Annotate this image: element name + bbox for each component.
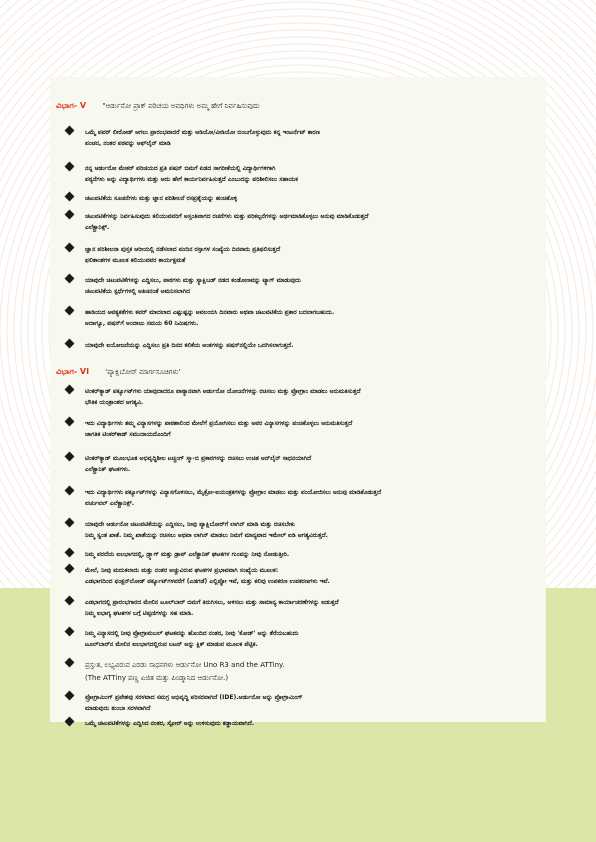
list-item-text: ಚಟುವಟಿಕೆಯ ಸೂಚನೆಗಳು ಮತ್ತು ಜ್ಞಾನ ಪರಿಶೀಲನೆ ರಸಪ್ರಶ್ನೆಯನ್ನು ಹಂಚಿಕೊಳ್ಳಿ: [85, 195, 238, 202]
list-item-text: ಪ್ರೋಗ್ರಾಮಿಂಗ್ ಪ್ರವೇಶವು ಸರಳವಾದ ಸಮಗ್ರ ಅಭಿವೃದ್ಧಿ ಪರಿಸರವಾಗಿದೆ (IDE).ಆರ್ಡುನೋ ಅನ್ನು ಪ್ರೋಗ್ರಾಮಿಂಗ್ ಮಾಡುವುದು ತುಂಬಾ ಸರಳವಾಗಿದೆ: [85, 694, 303, 712]
diamond-bullet-icon: [65, 452, 75, 462]
diamond-bullet-icon: [65, 210, 75, 220]
list-item: [66, 127, 536, 149]
list-item-text: ಇದು ವಿದ್ಯಾರ್ಥಿಗಳು ತಮ್ಮ ವಿನ್ಯಾಸಗಳನ್ನು ಪಾಠಶಾಲಿಂದ ಮೇಲೆಗೆ ಪ್ರಯೋಗಿಸಲು ಮತ್ತು ಅವರ ವಿನ್ಯಾಸಗಳನ್ನು ಪಂಚಿಕೊಳ್ಳಲು ಅನುಮತಿಸುತ್ತದೆ ಜಾಗತಿಕ ಟಿಂಕರ್‌ಕಾಡ್ ಸಮುದಾಯದೊಂದಿಗೆ: [85, 420, 353, 438]
list-item: [66, 418, 536, 440]
diamond-bullet-icon: [65, 274, 75, 284]
list-item-text: ನಿಮ್ಮ ವಿನ್ಯಾಸದಲ್ಲಿ ನೀವು ಪ್ರೋಗ್ರಾಮಬಲ್ ಘಟಕವನ್ನು ಹೊಂದಿದ ನಂತರ, ನೀವು 'ಕೋಡ್' ಅನ್ನು ತೆರೆಯಬಹುದು ಟೂಲ್‌ಬಾರ್‌ನ ಮೇಲಿನ ಐಲಭಾಗದಲ್ಲಿರುವ ಬಟನ್ ಅನ್ನು ಕ್ಲಿಕ್ ಮಾಡುವ ಮೂಲಕ ಪೆಟ್ಟಿಕ.: [85, 630, 299, 648]
list-item: [66, 193, 536, 204]
section5-label: ವಿಭಾಗ- V: [56, 101, 87, 110]
list-item: [66, 549, 536, 560]
list-item-text: ಪ್ರಸ್ತುತ, ಲಭ್ಯವಿರುವ ಎರಡು ಸಾಧನಗಳು ಆರ್ಡುನೋ Uno R3 and the ATTiny. (The ATTiny ಪಣ್ಣ ಏಜಿತ ಮತ್ತು ಪಿಂಡ್ಮಾನಿದ ಆರ್ಡುನೋ.): [85, 661, 285, 682]
list-item-text: ಯಾವುದೇ ಚಟುವಟಿಕೆಗಳನ್ನು ಎದ್ದಿಸಲು, ಪಾಠಗಳು ಮತ್ತು ಸ್ಯಾಕ್ಷಿಬಡ್ ನಡದ ಕಂಡೋಣವನ್ನು ಟ್ಯಾಗ್ ಮಾಡುವುದು ಚಟುವಟಿಕೆಯ ಸ್ಪರ್ಧೆಗಳಲ್ಲಿ ಅತಿಚಿನಂತೆ ಅಮನಿಸಲಾಗಿದ: [85, 277, 301, 295]
list-item: [66, 307, 536, 329]
diamond-bullet-icon: [65, 717, 75, 727]
list-item: [66, 275, 536, 297]
list-item-text: ನಿಮ್ಮ ಪರದೆಯ ಐಲಭಾಗದಲ್ಲಿ, ಡ್ರ್ಯಾಗ್ ಮತ್ತು ಡ್ರಾಪ್ ಎಲೆಕ್ಟ್ರಾನಿಕ್ ಘಟಕಗಳ ಗುಂಪನ್ನು ನೀವು ನೋಡುತ್ತೀರಿ.: [85, 551, 290, 558]
diamond-bullet-icon: [65, 417, 75, 427]
list-item-text: ಟಿಂಕರ್‌ಕ್ಯಾಡ್ ಮೂಲಭೂತ ಅಭಿವೃದ್ಧಿಶೀಲ ಟಚ್ಚಿಂಗ್ ಸ್ಮಾ-ಬಿ ಪ್ರಕಾರಗಳನ್ನು ರಚಿಸಲು ಉಚಿತ ಆನ್‌ಲೈನ್ ಸಾಧನಯಾಗಿದೆ ಎಲೆಕ್ಟ್ರಾನಿಕ್ ಘಟಕಗಳು.: [85, 455, 312, 473]
diamond-bullet-icon: [65, 518, 75, 528]
list-item-text: ಯಾವುದೇ ಐಯೋಜನೆಯನ್ನು ಎದ್ದಿಸಲು ಪ್ರತಿ ದಿನದ ಕಲಿಕೆಯ ಅಂಕಗಳನ್ನು ಪಷನ್‌ನಲ್ಲಿಯೇ ಒದಗಿಸಲಾಗುತ್ತದೆ.: [85, 342, 294, 349]
diamond-bullet-icon: [65, 339, 75, 349]
list-item-text: ಟಿಂಕರ್‌ಕ್ಯಾಡ್ ಪರ್ಕ್ಯೂಟ್‌ಗಳು ಯಾವುದಾದರೂ ಪಾಠ್ಯಾನವಾಗಿ ಆರ್ಡುನೋ ಯೋಜನೆಗಳನ್ನು ರಚಿಸಲು ಮತ್ತು ಪ್ರೋಗ್ರಾಂ ಮಾಡಲು ಅನುಮತಿಸುತ್ತದೆ ಭೌತಿಕ ಯಂತ್ರಾಂಶದ ಅಗತ್ಯವಿ.: [85, 388, 361, 406]
list-item-text: ಹಾಡಿಯದ ಅವಕ್ಯಕತೆಗಳು ಕವರ್ ಮಾದಲಾದ ಎಷ್ಟುಷ್ಟನ್ನು ಅವಲಂಬಿಸಿ ದಿನವಾರು ಅಥವಾ ಚಟುವಟಿಕೆಯ ಪ್ರಕಾರ ಬದಲಾಗಬಹುದು. ಅದಾಗ್ಯೂ, ಪಷನ್‌ಗೆ ಅಂದಾಜು ಸಮಯ 60 ನಿಮಿಷಗಳು.: [85, 309, 335, 327]
list-item: [66, 340, 536, 351]
diamond-bullet-icon: [65, 627, 75, 637]
list-item-text: ಜ್ಞಾನ ಪರಿಶೀಲನಾ ಪುಸ್ತಕ ಆರೀಯಲ್ಲಿ ನಡೆಸಲಾದ ಪಂದಿನ ರಸ್ತಾಗಳ ಸಂಖ್ಯೆಯ ದಿನವಾರು ಪ್ರತಿಫಲಿಸುತ್ತದೆ ಫಲಿತಾಂಶಗಳ ಮೂಲಕ ಕಲಿಯುವವರ ಕಾರ್ಯಕ್ಷಮತೆ: [85, 246, 281, 264]
list-item-text: ಇದು ವಿದ್ಯಾರ್ಥಿಗಳು ಪರ್ಕ್ಯೂಟ್‌ಗಳನ್ನು ವಿನ್ಯಾಸಗೊಳಿಸಲು, ಮೈಕ್ರೋ-ಐಯಂತ್ರಕಗಳನ್ನು ಪ್ರೋಗ್ರಾಂ ಮಾಡಲು ಮತ್ತು ಪಂಯೋಜಿಸಲು ಅನುವು ಮಾಡಿಕೊಡುತ್ತದೆ ವರ್ಚುವಲ್ ಎಲೆಕ್ಟ್ರಾನಿಕ್ಸ್.: [85, 489, 382, 507]
list-item: [66, 211, 536, 233]
list-item: [66, 692, 536, 714]
section6-label: ವಿಭಾಗ- VI: [56, 367, 90, 376]
list-item-text: ಯಾವುದೇ ಆರ್ಡುನೋ ಚಟುವಟಿಕೆಯನ್ನು ಎದ್ದಿಸಲು, ನೀವು ಪ್ಯಾಕ್ಷಿಬೋರ್‌ಗೆ ಲಾಗಿನ್ ಮಾಡಿ ಮತ್ತು ರಚಿಸಬೇಕು ನಿಮ್ಮ ಸ್ವಂತ ಖಾತೆ. ನಿಮ್ಮ ಖಾತೆಯನ್ನು ರಚಿಸಲು ಅಥವಾ ಲಾಗಿನ್ ಮಾಡಲು ನಿಮಗೆ ಮಾನ್ಯವಾದ ಇಮೇಲ್ ಐಡಿ ಅಗತ್ಯವಿರುತ್ತದೆ.: [85, 521, 329, 539]
diamond-bullet-icon: [65, 486, 75, 496]
diamond-bullet-icon: [65, 385, 75, 395]
list-item: [66, 163, 536, 185]
list-item-text: ಎಡಭಾಗದಲ್ಲಿ ಪ್ರಾರಂಭಗಾರದ ಮೇಲಿನ ಟೂಲ್‌ಬಾರ್ ಬಿಮಗೆ ತಿರುಗಿಸಲು, ಅಳಿಸಲು ಮತ್ತು ಸಾಮಾನ್ಯ ಕಾರ್ಯಾಚರಣೆಗಳನ್ನು ಐಡುತ್ತದೆ ನಿಮ್ಮ ಐಭಾಗ್ಯ ಘಟಕಗಳ ಬಗ್ಗೆ ಟಿಪ್ಪಣಿಗಳನ್ನು ಸಹ ಮಾಡಿ.: [85, 599, 339, 617]
list-item: [66, 628, 536, 650]
diamond-bullet-icon: [65, 243, 75, 253]
list-item: [66, 386, 536, 408]
diamond-bullet-icon: [65, 306, 75, 316]
diamond-bullet-icon: [65, 162, 75, 172]
diamond-bullet-icon: [65, 691, 75, 701]
list-item-text: ಚಟುವಟಿಕೆಗಳನ್ನು ನಿರ್ವಹಿಸುವುದು ಕಲಿಯುವವರಿಗೆ ಅಸ್ತಂತಿವಾಗದ ರಚನೆಗಳು ಮತ್ತು ಪರಿಕಲ್ಪನೆಗಳನ್ನು ಅರ್ಥಮಾಡಿಕೊಳ್ಳಲು ಅನುವು ಮಾಡಿಕೊಡುತ್ತದೆ ಎಲೆಕ್ಟ್ರಾನಿಕ್ಸ್.: [85, 213, 369, 231]
list-item: [66, 487, 536, 509]
diamond-bullet-icon: [65, 548, 75, 558]
section5-title: "ಆರ್ಡುನೋ ಪ್ರಾಕ್ ಪರಿಚಯ ಅವಧಿಗಳು ಅಮ್ಮ ಹೇಗೆ ನಿರ್ವಹಿಸುವುದು: [102, 102, 260, 110]
list-item-text: ಮೇಲೆ, ನೀವು ಮದುಕಲಾದು ಮತ್ತು ನಂತರ ಅಚ್ಚುವಿರುವ ಘಟಕಗಳ ಪ್ರಭಾವವಾಗಿ ಸಂಖ್ಯೆಯ ಮೂಲಕ: ಎಡಭಾಗದಿಂದ ಫಂಕ್ಷನ್‌ಲೋಡ್ ಪರ್ಕ್ಯೂಟ್‌ಗಳವರೆಗೆ (ಎಡಗಡೆ) ಎಲ್ಲಿಪ್ಪೋ ಇವೆ, ಮತ್ತು ಕಲಿವು ಉಪಕರಣ ಉಪಕರಣಗಳು ಇವೆ.: [85, 567, 330, 585]
list-item-text: ಒಮ್ಮೆ ಪವರ್ ಲೀರೋಡ್ ಆಗಲು ಪ್ರಾರಂಭವಾದರೆ ಮತ್ತು ಆಡಿಯೋ/ವೀಡಿಯೋ ಬಿಂಬಗೊಳ್ಳುವುದು ಕನ್ನ ಇಂಟರ್ನೆಟ್ ಕಾರಣ ಪಂಚನ, ನಂತರ ಪಠವನ್ನು ಆಫ್‌ಲೈನ್ ಮಾಡಿ: [85, 129, 320, 147]
diamond-bullet-icon: [65, 596, 75, 606]
diamond-bullet-icon: [65, 658, 75, 668]
section5-heading: [56, 101, 260, 111]
list-item-text: ಒಮ್ಮೆ ಚಟುವಟಿಕೆಗಳನ್ನು ಎದ್ದಿಸಿದ ನಂತರ, ಸ್ಟೋರ್ ಅನ್ನು ಉಳಿಸುವುದು ಕಡ್ಡಾಯವಾಗಿದೆ.: [85, 720, 255, 727]
section6-heading: [56, 367, 180, 377]
diamond-bullet-icon: [65, 126, 75, 136]
list-item: [66, 565, 536, 587]
section6-title: 'ಪ್ಯಾಕ್ಷಿಬೋರ್ ಮಾರ್ಗಸೂಚಿಗಳು': [105, 368, 181, 376]
list-item: [66, 453, 536, 475]
list-item: [66, 519, 536, 541]
list-item: [66, 597, 536, 619]
diamond-bullet-icon: [65, 564, 75, 574]
list-item: [66, 718, 536, 729]
list-item: [66, 244, 536, 266]
list-item: [66, 659, 536, 685]
list-item-text: ನನ್ನ ಆರ್ಡುನೋ ಮೇಕರ್ ಪರಿಚಯದ ಪ್ರತಿ ಪಷನ್ ಬಿಮಗೆ ಏಡದ ಸಾಗರೀಕೆಯಲ್ಲಿ ವಿದ್ಯಾರ್ಥಿಗಳಿಗಾಗಿ ಪಠ್ಯನೆಗಳು ಅನ್ನು ವಿದ್ಯಾರ್ಥಿಗಳು ಮತ್ತು ಅದು ಹೇಗೆ ಕಾರ್ಯನಿರ್ವಹಿಸುತ್ತದೆ ಎಂಬುದನ್ನು ಪರಿಶೀಲಿಸಲು ಸಹಾಯಕ: [85, 165, 298, 183]
diamond-bullet-icon: [65, 192, 75, 202]
